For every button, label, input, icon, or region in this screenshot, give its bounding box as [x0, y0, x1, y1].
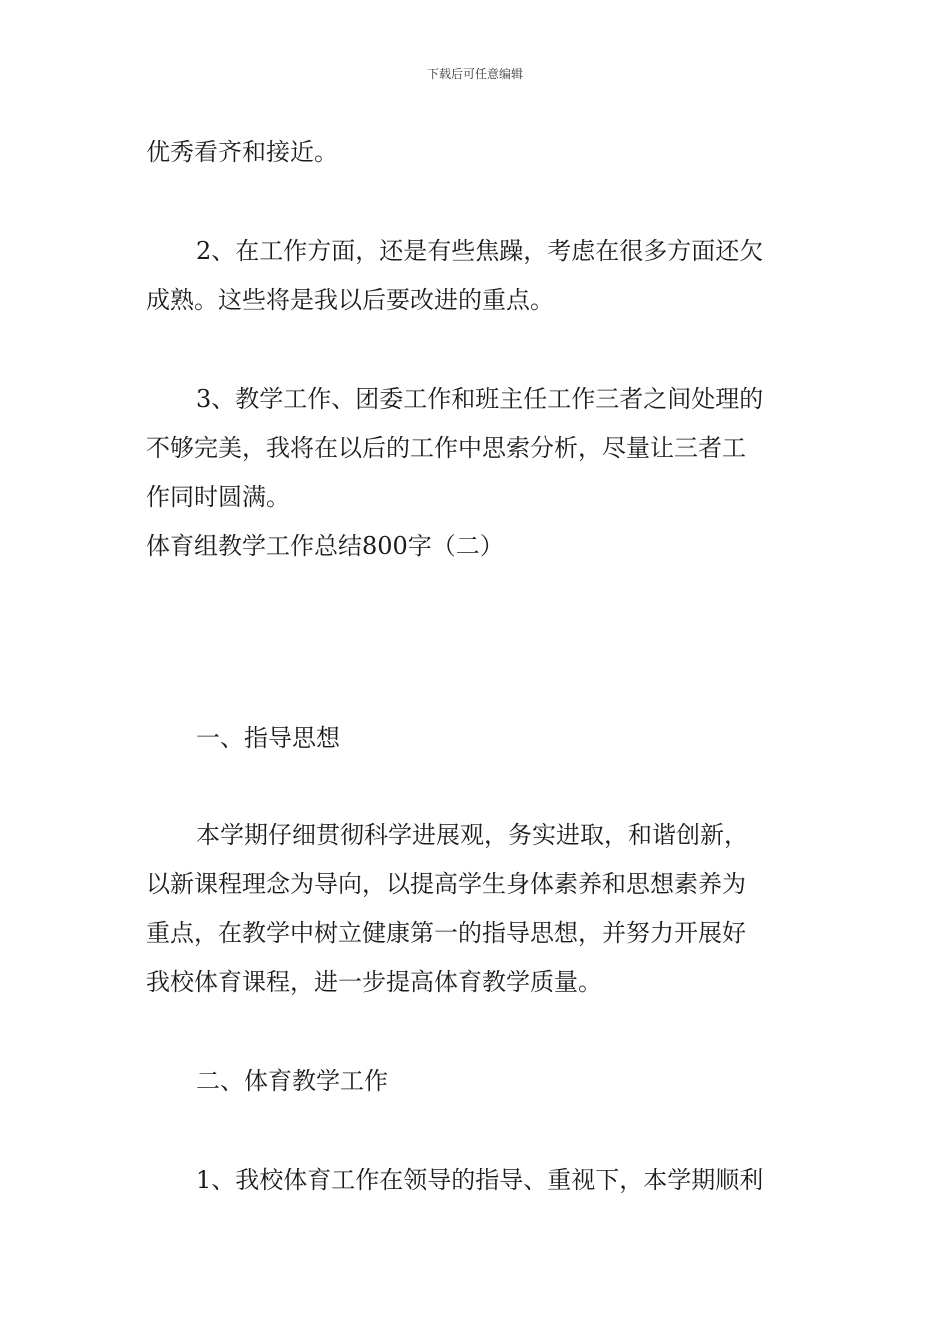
- text-line: 优秀看齐和接近。: [146, 138, 338, 166]
- section-heading: 二、体育教学工作: [196, 1067, 388, 1095]
- text-line: 以新课程理念为导向，以提高学生身体素养和思想素养为: [146, 870, 746, 898]
- header-note: 下载后可任意编辑: [426, 67, 523, 81]
- text-line: 作同时圆满。: [146, 483, 290, 511]
- text-line: 我校体育课程，进一步提高体育教学质量。: [146, 968, 602, 996]
- document-body: [146, 128, 811, 1205]
- text-line: 1、我校体育工作在领导的指导、重视下，本学期顺利: [196, 1166, 764, 1194]
- text-line: 本学期仔细贯彻科学进展观，务实进取，和谐创新，: [196, 821, 748, 849]
- section-heading: 一、指导思想: [196, 724, 340, 752]
- text-line: 成熟。这些将是我以后要改进的重点。: [146, 286, 554, 314]
- text-line: 不够完美，我将在以后的工作中思索分析，尽量让三者工: [146, 434, 746, 462]
- section-title: 体育组教学工作总结800字（二）: [146, 532, 504, 560]
- text-line: 3、教学工作、团委工作和班主任工作三者之间处理的: [196, 385, 764, 413]
- text-line: 重点，在教学中树立健康第一的指导思想，并努力开展好: [146, 919, 746, 947]
- text-line: 2、在工作方面，还是有些焦躁，考虑在很多方面还欠: [196, 237, 764, 265]
